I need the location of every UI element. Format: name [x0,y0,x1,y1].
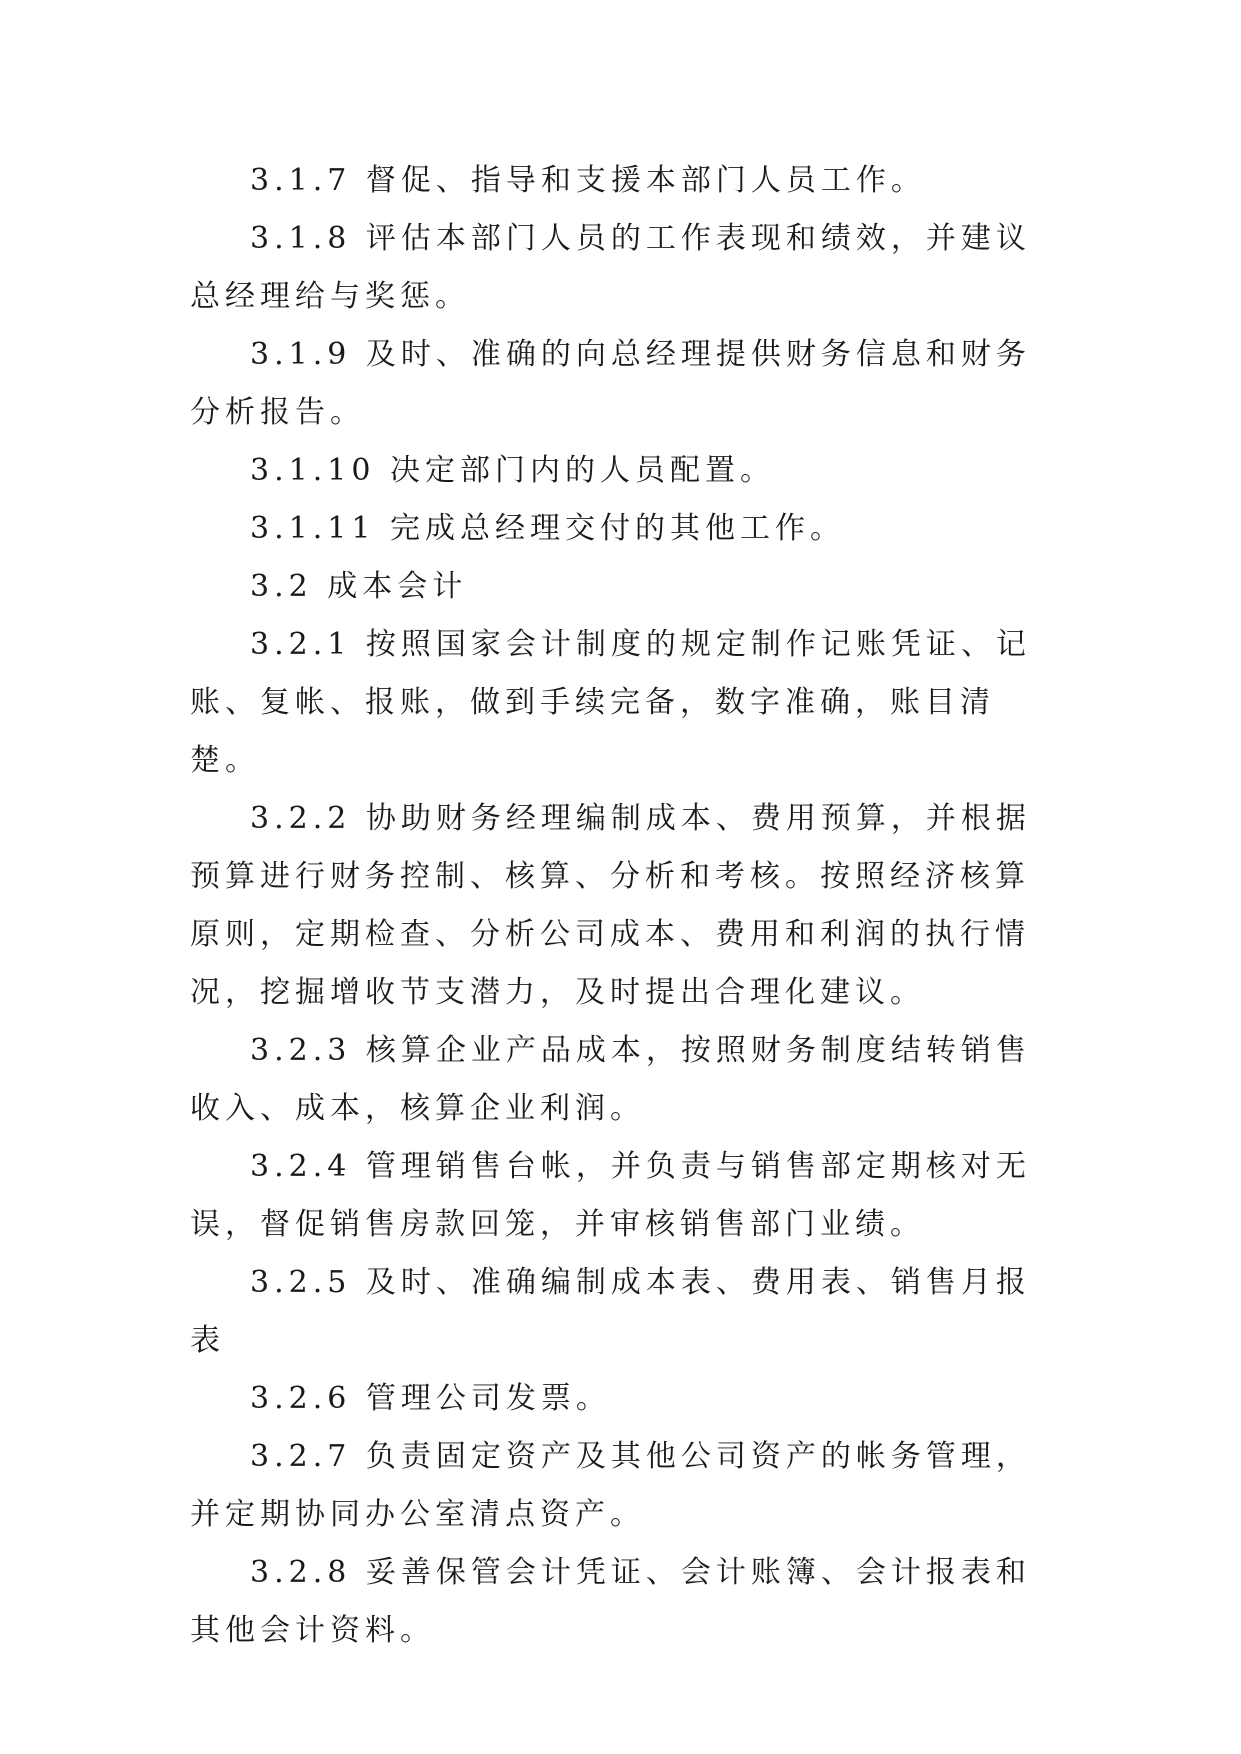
paragraph-3-1-9: 3.1.9 及时、准确的向总经理提供财务信息和财务分析报告。 [190,337,1031,430]
paragraph-3-2-6: 3.2.6 管理公司发票。 [250,1381,611,1416]
paragraph-3-1-8: 3.1.8 评估本部门人员的工作表现和绩效，并建议总经理给与奖惩。 [190,221,1031,314]
paragraph-3-1-10: 3.1.10 决定部门内的人员配置。 [250,453,775,488]
paragraph-3-2-5: 3.2.5 及时、准确编制成本表、费用表、销售月报表 [190,1265,1031,1358]
paragraph-3-1-11: 3.1.11 完成总经理交付的其他工作。 [250,511,845,546]
paragraph-3-2-7: 3.2.7 负责固定资产及其他公司资产的帐务管理，并定期协同办公室清点资产。 [190,1439,1031,1532]
paragraph-3-2-1: 3.2.1 按照国家会计制度的规定制作记账凭证、记账、复帐、报账，做到手续完备，数字准确，账目清楚。 [190,627,1031,778]
paragraph-3-2-4: 3.2.4 管理销售台帐，并负责与销售部定期核对无误，督促销售房款回笼，并审核销售部门业绩。 [190,1149,1031,1242]
section-heading-3-2: 3.2 成本会计 [250,569,468,604]
paragraph-3-2-8: 3.2.8 妥善保管会计凭证、会计账簿、会计报表和其他会计资料。 [190,1555,1031,1648]
paragraph-3-2-3: 3.2.3 核算企业产品成本，按照财务制度结转销售收入、成本，核算企业利润。 [190,1033,1031,1126]
paragraph-3-2-2: 3.2.2 协助财务经理编制成本、费用预算，并根据预算进行财务控制、核算、分析和考核。按照经济核算原则，定期检查、分析公司成本、费用和利润的执行情况，挖掘增收节支潜力，及时提出合理化建议。 [190,801,1031,1010]
paragraph-3-1-7: 3.1.7 督促、指导和支援本部门人员工作。 [250,163,926,198]
document-body [190,152,1060,1660]
